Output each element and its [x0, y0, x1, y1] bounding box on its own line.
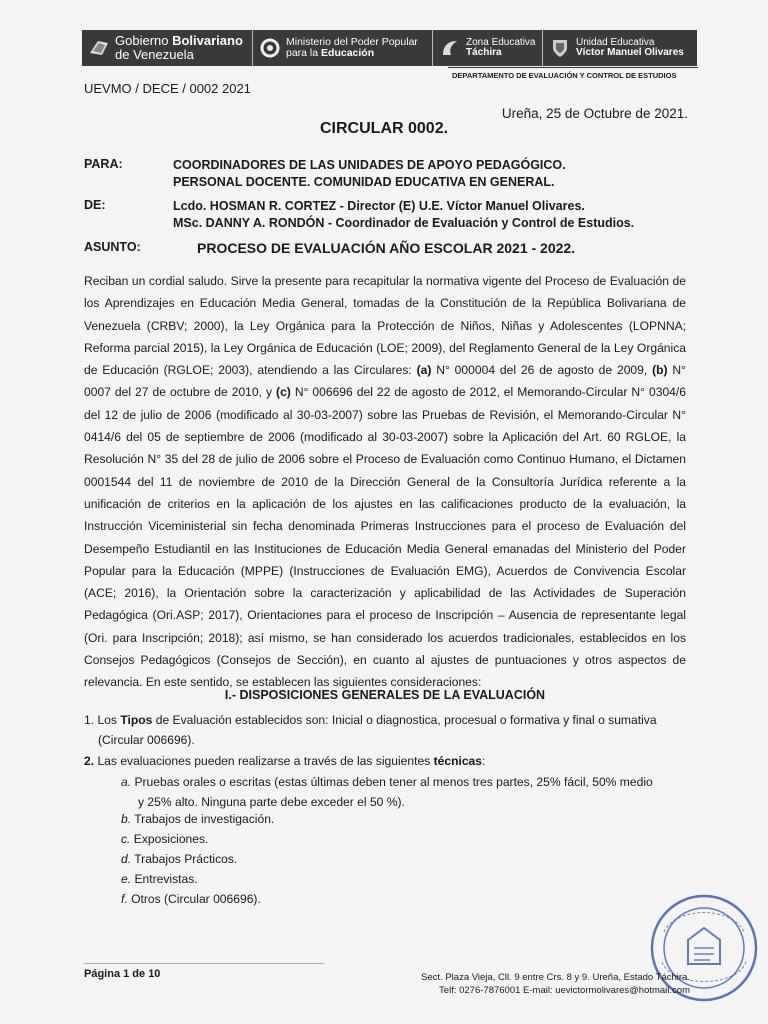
page-number: Página 1 de 10	[84, 968, 161, 980]
footer-phone-email: Telf: 0276-7876001 E-mail: uevictormolivares@hotmail.com	[439, 985, 690, 996]
para-label: PARA:	[84, 157, 123, 171]
department-name: DEPARTAMENTO DE EVALUACIÓN Y CONTROL DE ESTUDIOS	[452, 71, 677, 80]
de-label: DE:	[84, 198, 106, 212]
sub-text: Entrevistas.	[131, 872, 198, 886]
list-item-1	[84, 710, 686, 750]
body-ref-b: (b)	[652, 363, 668, 378]
sub-item-c	[121, 832, 208, 846]
sub-item-e	[121, 872, 198, 886]
list-item-2	[84, 751, 686, 771]
sender-line: MSc. DANNY A. RONDÓN - Coordinador de Evaluación y Control de Estudios.	[173, 216, 635, 230]
zona-state: Táchira	[466, 47, 502, 58]
list-number: 1.	[84, 713, 95, 727]
sub-letter: c.	[121, 832, 131, 846]
sub-item-d	[121, 852, 237, 866]
flag-logo-icon	[88, 37, 110, 59]
sub-item-f	[121, 892, 261, 906]
sub-text: Trabajos Prácticos.	[131, 852, 238, 866]
section-title: I.- DISPOSICIONES GENERALES DE LA EVALUACIÓN	[224, 688, 546, 702]
recipient-line: PERSONAL DOCENTE. COMUNIDAD EDUCATIVA EN GENERAL.	[173, 175, 555, 189]
asunto-label: ASUNTO:	[84, 240, 141, 254]
list-text: de Evaluación establecidos son: Inicial o diagnostica, procesual o formativa y final o sumativa	[152, 713, 657, 727]
list-text: :	[482, 754, 486, 768]
gov-name-part: Gobierno	[115, 33, 173, 49]
sub-text: Exposiciones.	[130, 832, 209, 846]
gobierno-segment	[82, 30, 252, 66]
sub-text-continued: y 25% alto. Ninguna parte debe exceder el 50 %).	[138, 795, 405, 809]
recipient-line: COORDINADORES DE LAS UNIDADES DE APOYO PEDAGÓGICO.	[173, 158, 566, 172]
footer-address: Sect. Plaza Vieja, Cll. 9 entre Crs. 8 y 9. Ureña, Estado Táchira.	[421, 972, 690, 983]
gov-name-bold: Bolivariano	[172, 33, 243, 49]
body-text-part: Reciban un cordial saludo. Sirve la presente para recapitular la normativa vigente del Proceso de Evaluación de los Aprendizajes en Educación Media General, tomadas de la Constitución de la República Bolivariana de Venezuela (CRBV; 2000), la Ley Orgánica para la Protección de Niños, Niñas y Adolescentes (LOPNNA; Reforma parcial 2015), la Ley Orgánica de Educación (LOE; 2009), del Reglamento General de la Ley Orgánica de Educación (RGLOE; 2003), atendiendo a las Circulares:	[84, 274, 686, 378]
ministry-sub-bold: Educación	[321, 47, 375, 59]
document-date: Ureña, 25 de Octubre de 2021.	[501, 106, 688, 121]
ministry-ring-icon	[259, 37, 281, 59]
subject-text: PROCESO DE EVALUACIÓN AÑO ESCOLAR 2021 - 2022.	[197, 240, 576, 256]
sub-text: Pruebas orales o escritas (estas últimas deben tener al menos tres partes, 25% fácil, 50% medio	[131, 775, 653, 789]
ministry-sub: para la	[286, 47, 322, 59]
list-text-continued: (Circular 006696).	[98, 733, 195, 747]
ministerio-segment	[252, 30, 432, 66]
institution-header-banner	[82, 30, 697, 66]
list-text-bold: Tipos	[120, 713, 153, 727]
footer-contact	[421, 971, 690, 997]
sub-item-a	[121, 772, 686, 812]
body-ref-a: (a)	[416, 363, 432, 378]
zona-segment	[432, 30, 542, 66]
sub-letter: b.	[121, 812, 132, 826]
list-text-bold: técnicas	[433, 754, 483, 768]
department-divider	[448, 67, 698, 68]
footer-divider	[84, 963, 324, 964]
sub-item-b	[121, 812, 274, 826]
body-paragraph	[84, 270, 686, 694]
unidad-label: Unidad Educativa	[576, 36, 655, 48]
body-ref-c: (c)	[276, 385, 291, 400]
gov-country: de Venezuela	[115, 47, 194, 62]
school-shield-icon	[549, 37, 571, 59]
sub-letter: a.	[121, 775, 132, 789]
list-number: 2.	[84, 754, 95, 768]
sub-letter: e.	[121, 872, 132, 886]
sub-letter: d.	[121, 852, 132, 866]
list-text: Los	[94, 713, 121, 727]
unidad-name: Víctor Manuel Olivares	[576, 47, 684, 58]
document-code: UEVMO / DECE / 0002 2021	[84, 81, 251, 96]
list-text: Las evaluaciones pueden realizarse a través de las siguientes	[94, 754, 434, 768]
sub-text: Otros (Circular 006696).	[127, 892, 261, 906]
unidad-segment	[542, 30, 697, 66]
sub-letter: f.	[121, 892, 128, 906]
body-text-part: N° 0007 del 27 de octubre de 2010, y	[84, 363, 686, 400]
body-text-part: N° 006696 del 22 de agosto de 2012, el Memorando-Circular N° 0304/6 del 12 de julio de 2006 (modificado al 30-03-2007) sobre las Pruebas de Revisión, el Memorando-Circular N° 0414/6 del 05 de septiembre de 2006 (modificado al 30-03-2007) sobre la Aplicación del Art. 60 RGLOE, la Resolución N° 35 del 28 de julio de 2006 sobre el Proceso de Evaluación como Continuo Humano, el Dictamen 0001544 del 11 de noviembre de 2010 de la Dirección General de la Consultoría Jurídica referente a la unificación de criterios en la aplicación de los ajustes en las calificaciones producto de la evaluación, la Instrucción Viceministerial sin fecha denominada Primeras Instrucciones para el proceso de Evaluación del Desempeño Estudiantil en las Instituciones de Educación Media General emanadas del Ministerio del Poder Popular para la Educación (MPPE) (Instrucciones de Evaluación EMG), Acuerdos de Convivencia Escolar (ACE; 2016), la Orientación sobre la caracterización y aplicabilidad de las Actividades de Superación Pedagógica (Ori.ASP; 2017), Orientaciones para el proceso de Inscripción – Ausencia de representante legal (Ori. para Inscripción; 2018); así mismo, se han considerado los acuerdos tradicionales, establecidos en los Consejos Pedagógicos (Consejos de Sección), en cuanto al ajustes de puntuaciones y otros aspectos de relevancia. En este sentido, se establecen las siguientes consideraciones:	[84, 385, 686, 690]
zona-label: Zona Educativa	[466, 36, 536, 48]
zona-emblem-icon	[439, 37, 461, 59]
body-text-part: N° 000004 del 26 de agosto de 2009,	[431, 363, 653, 378]
ministry-name: Ministerio del Poder Popular	[286, 35, 418, 48]
document-title: CIRCULAR 0002.	[320, 120, 449, 137]
sender-line: Lcdo. HOSMAN R. CORTEZ - Director (E) U.E. Víctor Manuel Olivares.	[173, 199, 585, 213]
sub-text: Trabajos de investigación.	[131, 812, 275, 826]
